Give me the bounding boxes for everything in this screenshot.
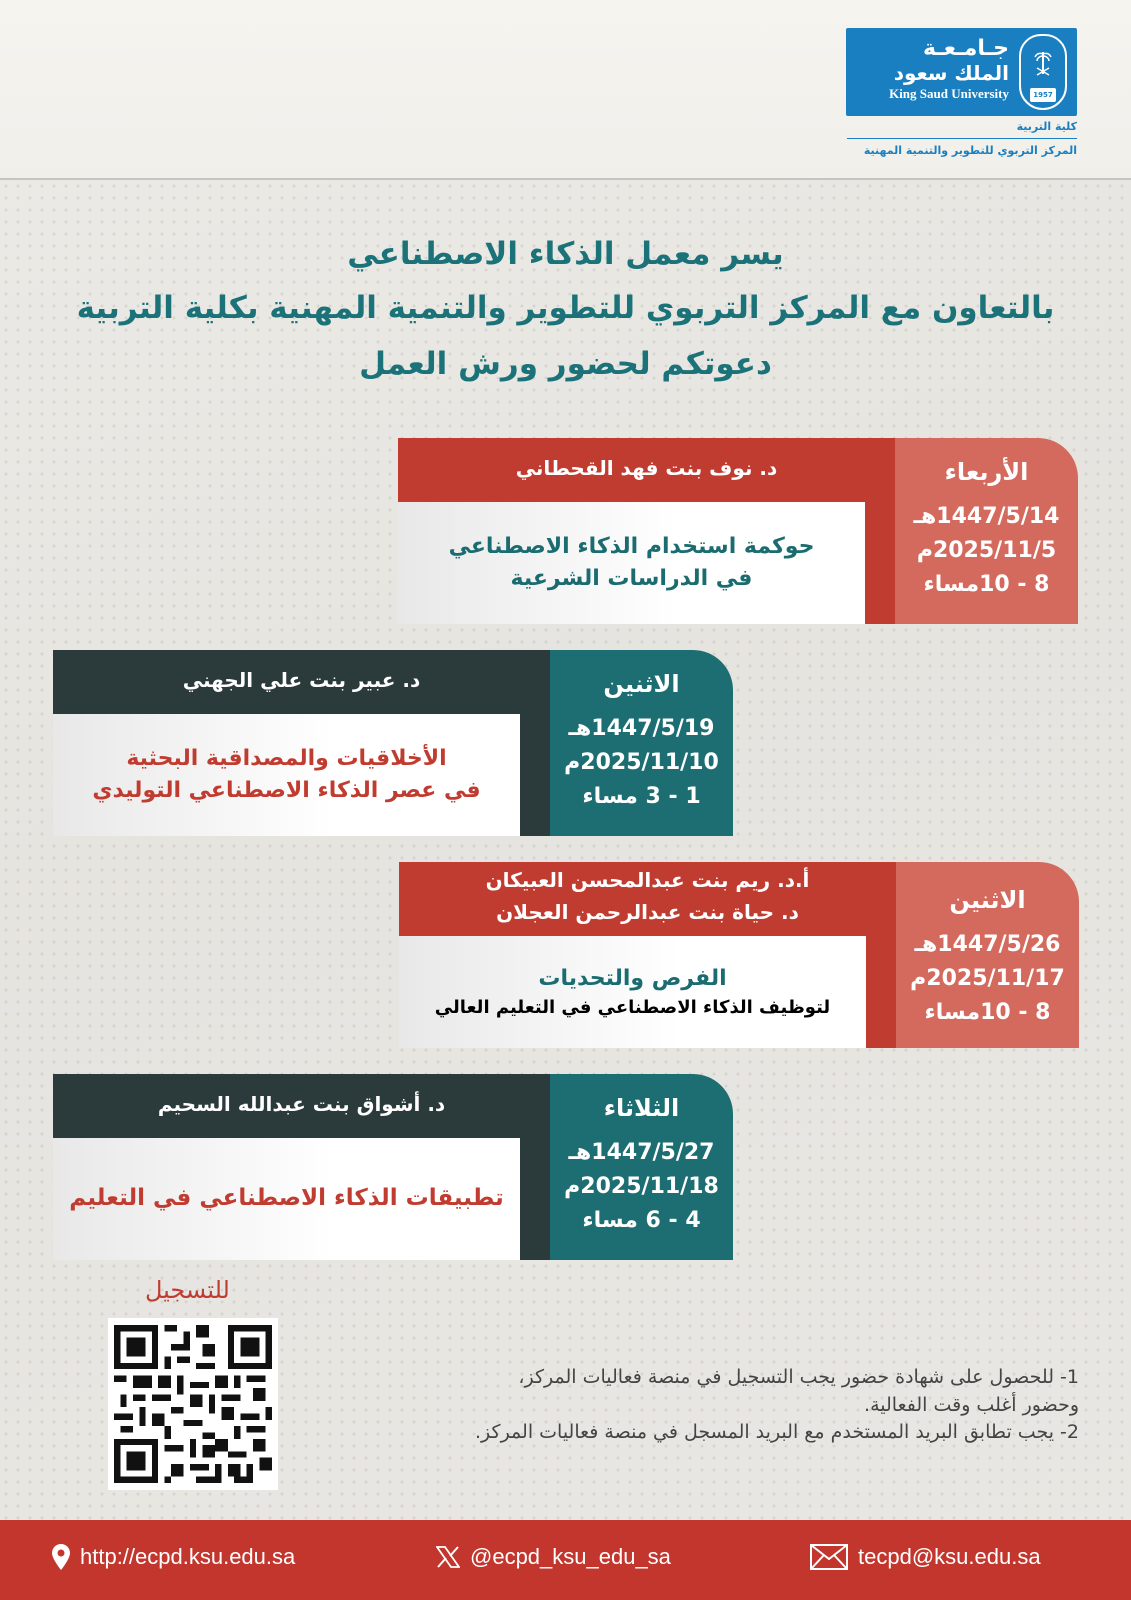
note-1-line-1: 1- للحصول على شهادة حضور يجب التسجيل في منصة فعاليات المركز، — [518, 1366, 1079, 1388]
workshop-time: 8 - 10مساء — [924, 1000, 1051, 1025]
workshop-topic-line2: في عصر الذكاء الاصطناعي التوليدي — [92, 778, 481, 803]
workshop-speaker: د. أشواق بنت عبدالله السحيم — [157, 1092, 446, 1116]
workshop-day: الثلاثاء — [603, 1094, 680, 1122]
palm-emblem-icon — [1019, 34, 1067, 110]
workshop-day: الاثنين — [603, 670, 680, 698]
workshop-gregorian-date: 2025/11/17م — [910, 966, 1065, 991]
center-name: المركز التربوي للتطوير والتنمية المهنية — [863, 144, 1077, 157]
workshop-topic-box — [399, 936, 866, 1048]
workshop-hijri-date: 1447/5/19هـ — [568, 716, 715, 741]
header — [0, 0, 1131, 180]
workshop-day: الاثنين — [949, 886, 1026, 914]
workshop-stripe — [520, 714, 550, 836]
mail-icon — [810, 1544, 848, 1570]
logo-english: King Saud University — [889, 86, 1009, 101]
workshop-gregorian-date: 2025/11/18م — [564, 1174, 719, 1199]
workshop-topic-box — [53, 1138, 520, 1260]
note-2: 2- يجب تطابق البريد المستخدم مع البريد المسجل في منصة فعاليات المركز. — [475, 1421, 1079, 1444]
workshop-speaker-bar — [53, 650, 550, 714]
email-link[interactable]: tecpd@ksu.edu.sa — [858, 1544, 1041, 1569]
workshop-date-box — [895, 438, 1078, 624]
website-link[interactable]: http://ecpd.ksu.edu.sa — [80, 1544, 296, 1569]
qr-code-icon[interactable] — [108, 1318, 278, 1490]
footer-email[interactable] — [810, 1544, 1041, 1570]
workshop-gregorian-date: 2025/11/10م — [564, 750, 719, 775]
intro-line-2: بالتعاون مع المركز التربوي للتطوير والتنمية المهنية بكلية التربية — [76, 290, 1055, 326]
x-logo-icon — [436, 1546, 460, 1568]
workshop-hijri-date: 1447/5/26هـ — [914, 932, 1061, 957]
logo-year: 1957 — [1030, 88, 1056, 102]
notes-block — [279, 1364, 1079, 1447]
workshop-card-4 — [53, 1074, 733, 1260]
intro-line-3: دعوتكم لحضور ورش العمل — [359, 346, 772, 382]
workshop-topic-line1: حوكمة استخدام الذكاء الاصطناعي — [448, 534, 815, 560]
header-divider — [847, 138, 1077, 139]
intro-line-1: يسر معمل الذكاء الاصطناعي — [347, 236, 784, 272]
workshop-hijri-date: 1447/5/27هـ — [568, 1140, 715, 1165]
workshop-topic-box — [53, 714, 520, 836]
workshop-card-2 — [53, 650, 733, 836]
workshop-speaker-bar — [53, 1074, 550, 1138]
note-1-line-2: وحضور أغلب وقت الفعالية. — [864, 1393, 1079, 1416]
ksu-logo — [846, 28, 1077, 116]
workshop-date-box — [896, 862, 1079, 1048]
workshop-topic-line2: لتوظيف الذكاء الاصطناعي في التعليم العالي — [434, 996, 831, 1018]
workshop-stripe — [865, 502, 895, 624]
workshop-gregorian-date: 2025/11/5م — [916, 538, 1057, 563]
college-name: كلية التربية — [1016, 120, 1077, 133]
workshop-speaker-bar — [399, 862, 896, 936]
workshop-topic-box — [398, 502, 865, 624]
workshop-time: 8 - 10مساء — [923, 572, 1050, 597]
footer-website[interactable] — [52, 1544, 295, 1570]
registration-label: للتسجيل — [145, 1276, 230, 1304]
workshop-topic-line1: الفرص والتحديات — [538, 966, 727, 991]
workshop-day: الأربعاء — [944, 458, 1029, 486]
workshop-card-3 — [399, 862, 1079, 1048]
workshop-topic-line1: الأخلاقيات والمصداقية البحثية — [126, 746, 447, 772]
workshop-time: 1 - 3 مساء — [582, 784, 701, 809]
logo-arabic-line2: الملك سعود — [893, 61, 1009, 85]
workshop-card-1 — [398, 438, 1078, 624]
workshop-hijri-date: 1447/5/14هـ — [913, 504, 1060, 529]
footer-x[interactable] — [436, 1544, 671, 1570]
footer — [0, 1520, 1131, 1600]
workshop-time: 4 - 6 مساء — [582, 1208, 701, 1233]
workshop-date-box — [550, 1074, 733, 1260]
workshop-speaker-2: د. حياة بنت عبدالرحمن العجلان — [496, 900, 799, 924]
workshop-speaker-bar — [398, 438, 895, 502]
workshop-topic-line2: في الدراسات الشرعية — [510, 566, 753, 591]
location-pin-icon — [52, 1544, 70, 1570]
x-handle-link[interactable]: @ecpd_ksu_edu_sa — [470, 1544, 671, 1569]
workshop-speaker: د. نوف بنت فهد القحطاني — [515, 456, 778, 480]
workshop-stripe — [866, 936, 896, 1048]
workshop-speaker: د. عبير بنت علي الجهني — [182, 668, 421, 692]
workshop-topic-line1: تطبيقات الذكاء الاصطناعي في التعليم — [69, 1185, 504, 1212]
workshop-stripe — [520, 1138, 550, 1260]
workshop-speaker-1: أ.د. ريم بنت عبدالمحسن العبيكان — [485, 868, 810, 892]
logo-arabic-line1: جـامـعـة — [922, 36, 1009, 61]
workshop-date-box — [550, 650, 733, 836]
